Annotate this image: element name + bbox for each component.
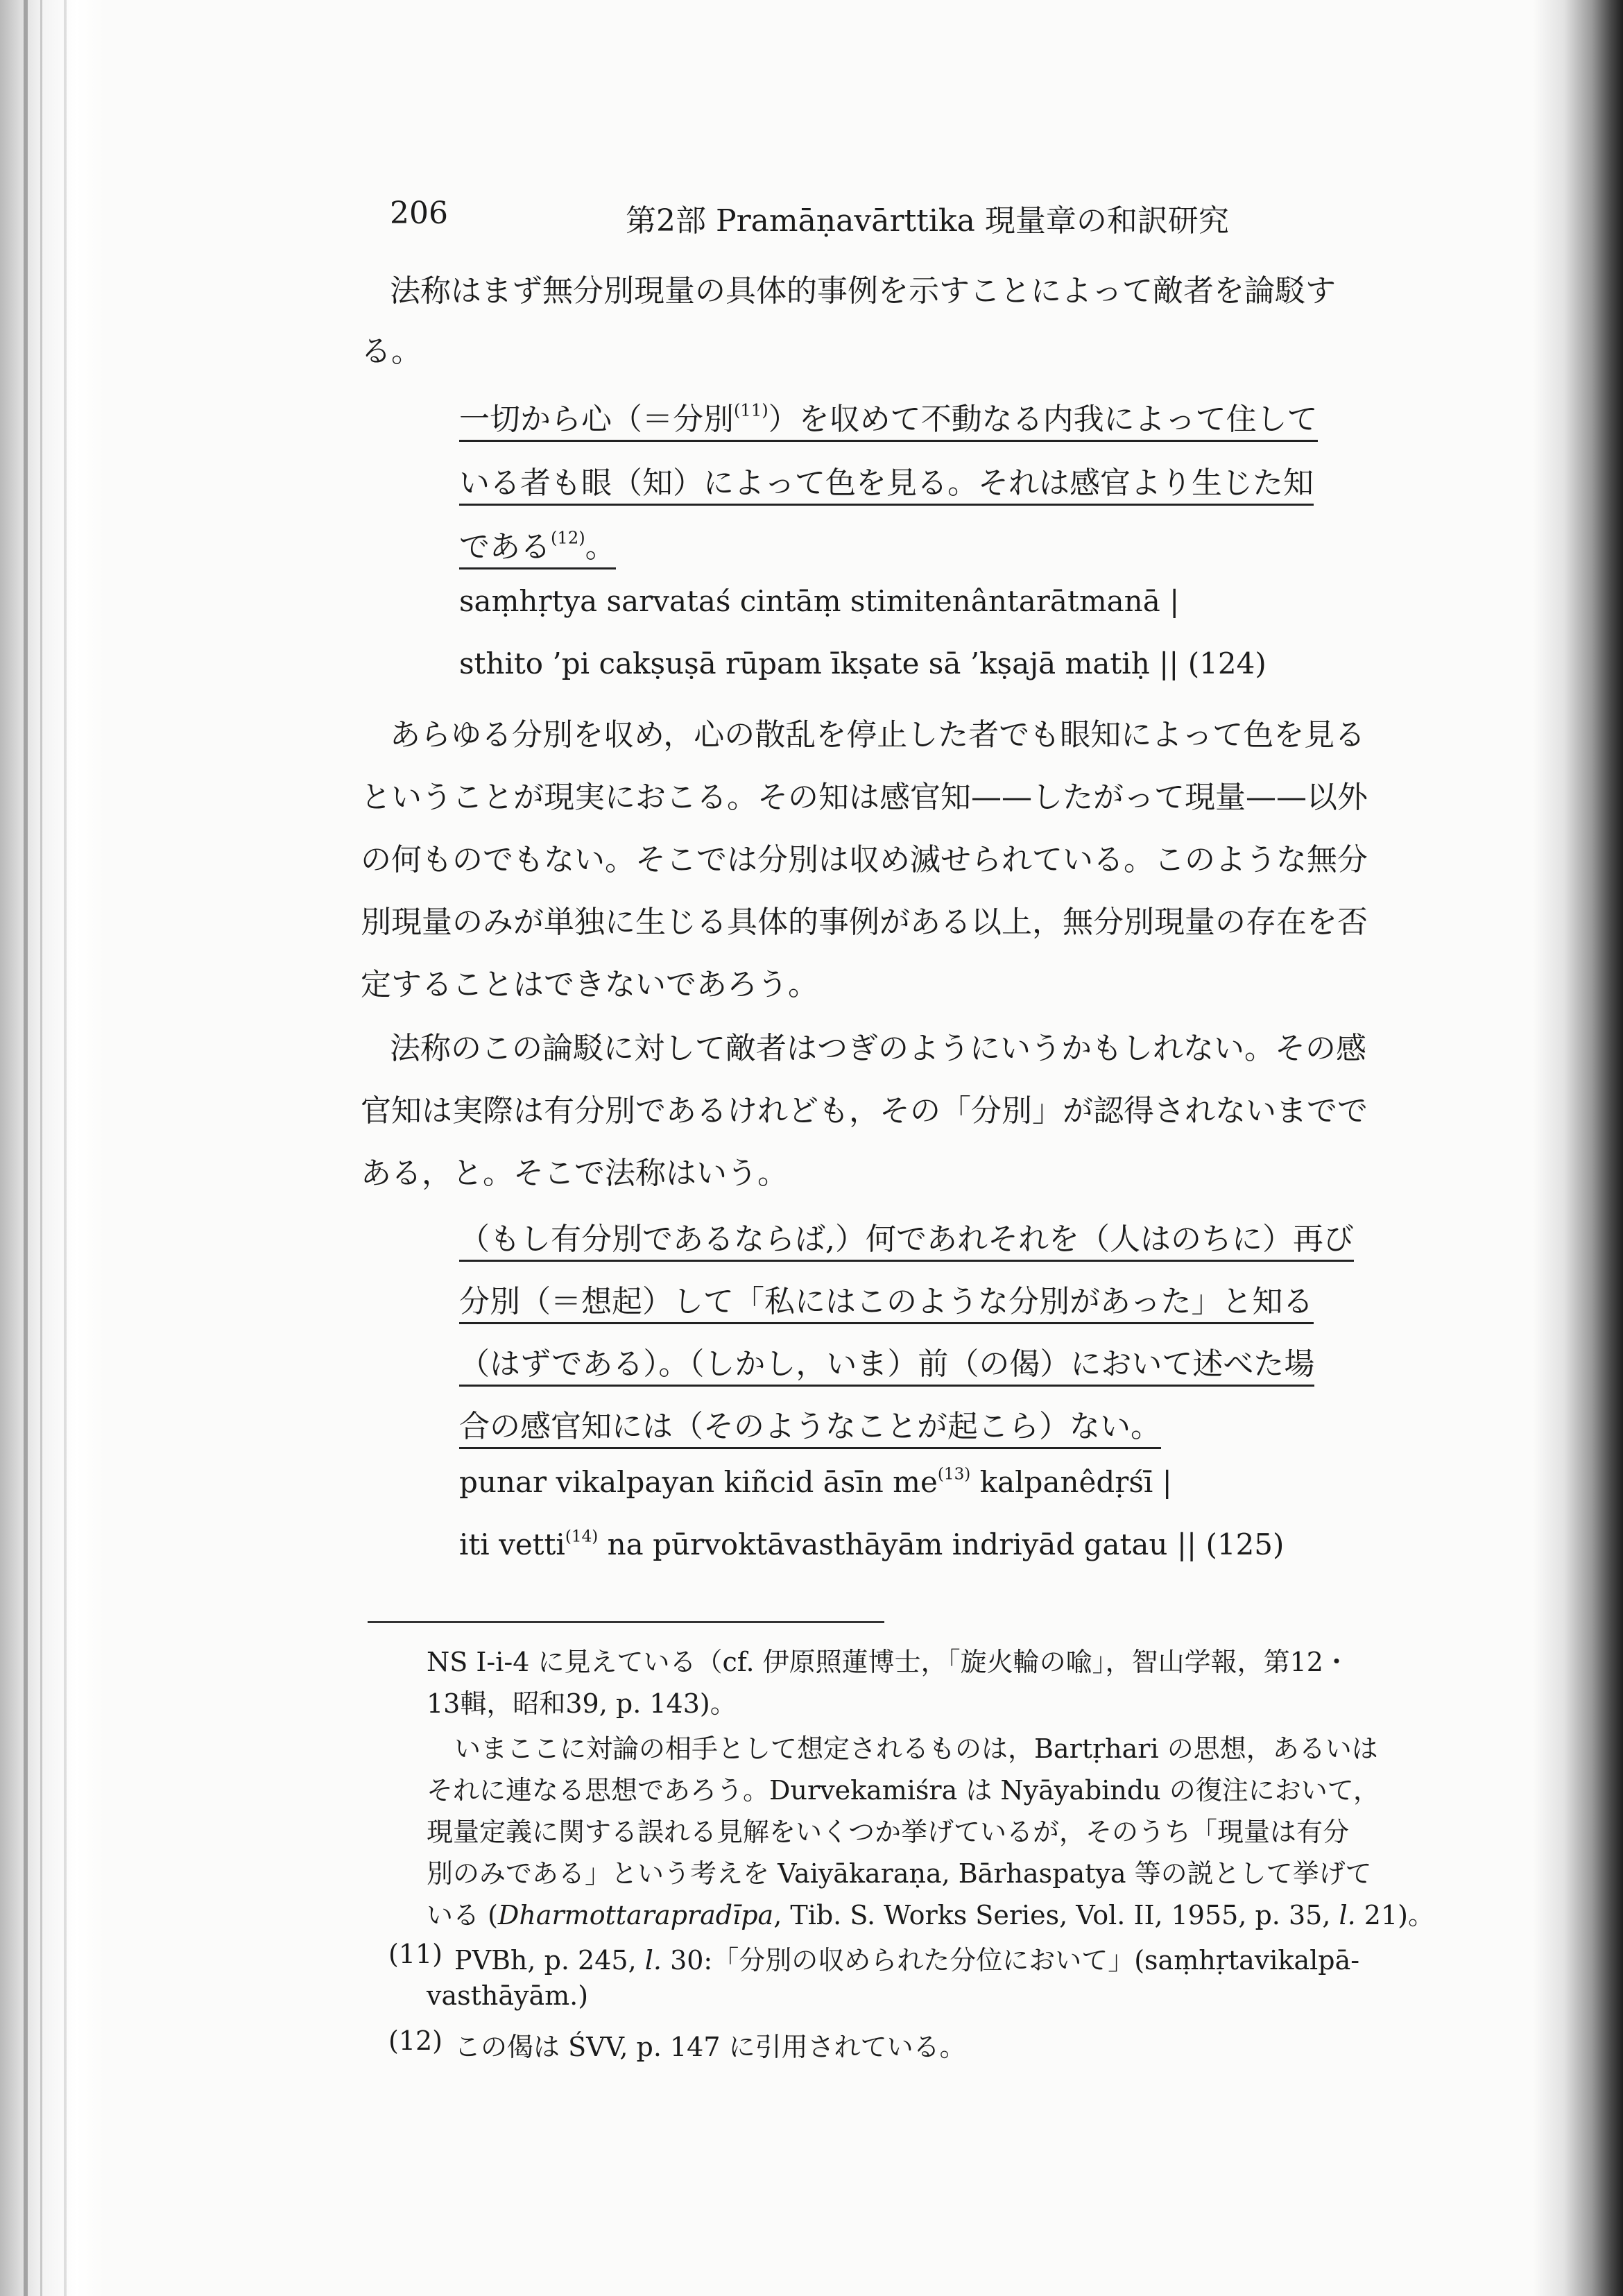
para1-line-4: 別現量のみが単独に生じる具体的事例がある以上，無分別現量の存在を否	[361, 905, 1368, 940]
footnote-continued-1: NS I-i-4 に見えている（cf. 伊原照蓮博士，「旋火輪の喩」，智山学報，第12・	[427, 1647, 1350, 1677]
footnote-para-line-5: いる (Dharmottarapradīpa, Tib. S. Works Series, Vol. II, 1955, p. 35, l. 21)。	[427, 1900, 1434, 1930]
footnote-para-line-2: それに連なる思想であろう。Durvekamiśra は Nyāyabindu の復注において，	[427, 1775, 1380, 1806]
verse125-jp-line-4: 合の感官知には（そのようなことが起こら）ない。	[459, 1401, 1161, 1446]
intro-line-2: る。	[361, 334, 422, 369]
intro-line-1: 法称はまず無分別現量の具体的事例を示すことによって敵者を論駁す	[390, 273, 1336, 309]
scan-shadow-right	[1533, 0, 1623, 2296]
verse125-jp-line-3: （はずである）。（しかし，いま）前（の偈）において述べた場	[459, 1339, 1314, 1383]
para1-line-1: あらゆる分別を収め，心の散乱を停止した者でも眼知によって色を見る	[390, 717, 1366, 753]
para2-line-2: 官知は実際は有分別であるけれども，その「分別」が認得されないまでで	[361, 1093, 1368, 1129]
verse124-sanskrit-2: sthito ’pi cakṣuṣā rūpam īkṣate sā ’kṣajā matiḥ || (124)	[459, 646, 1266, 680]
verse125-jp-line-2: 分別（＝想起）して「私にはこのような分別があった」と知る	[459, 1276, 1314, 1321]
footnote-11-line-2: vasthāyām.)	[427, 1980, 589, 2011]
para1-line-3: の何ものでもない。そこでは分別は収め滅せられている。このような無分	[361, 842, 1368, 877]
footnote-para-line-1: いまここに対論の相手として想定されるものは，Bartṛhari の思想，あるいは	[454, 1733, 1378, 1764]
verse124-jp-line-3: である$^{(12)}$。	[459, 522, 616, 566]
footnote-para-line-4: 別のみである」という考えを Vaiyākaraṇa, Bārhaspatya 等の説として挙げて	[427, 1858, 1372, 1889]
footnote-para-line-3: 現量定義に関する誤れる見解をいくつか挙げているが，そのうち「現量は有分	[427, 1817, 1350, 1847]
footnote-separator	[368, 1621, 884, 1623]
para2-line-3: ある，と。そこで法称はいう。	[361, 1156, 788, 1191]
footnote-12-text: この偈は ŚVV, p. 147 に引用されている。	[454, 2032, 966, 2062]
footnote-11-label: (11)	[388, 1939, 443, 1969]
verse124-sanskrit-1: saṃhṛtya sarvataś cintāṃ stimitenântarātmanā |	[459, 584, 1180, 618]
footnote-12-label: (12)	[388, 2025, 443, 2056]
verse125-sanskrit-1: punar vikalpayan kiñcid āsīn $me^{(13)}$ kalpanêdṛśī |	[459, 1465, 1172, 1499]
page-number: 206	[390, 196, 448, 231]
footnote-continued-2: 13輯，昭和39, p. 143)。	[427, 1688, 737, 1719]
verse125-sanskrit-2: iti vetti$^{(14)}$ na pūrvoktāvasthāyām indriyād gatau || (125)	[459, 1527, 1285, 1561]
footnote-11-line-1: PVBh, p. 245, l. 30:「分別の収められた分位において」(saṃhṛtavikalpā-	[454, 1945, 1360, 1976]
verse124-jp-line-2: いる者も眼（知）によって色を見る。それは感官より生じた知	[459, 458, 1314, 502]
para2-line-1: 法称のこの論駁に対して敵者はつぎのようにいうかもしれない。その感	[390, 1031, 1366, 1066]
verse124-jp-line-1: 一切から心（＝分別$^{(11)}$）を収めて不動なる内我によって住して	[459, 394, 1318, 438]
para1-line-5: 定することはできないであろう。	[361, 967, 818, 1002]
running-title: 第2部 Pramāṇavārttika 現量章の和訳研究	[626, 203, 1229, 239]
scan-shadow-left	[0, 0, 104, 2296]
para1-line-2: ということが現実におこる。その知は感官知——したがって現量——以外	[361, 780, 1368, 815]
verse125-jp-line-1: （もし有分別であるならば,）何であれそれを（人はのちに）再び	[459, 1214, 1354, 1258]
